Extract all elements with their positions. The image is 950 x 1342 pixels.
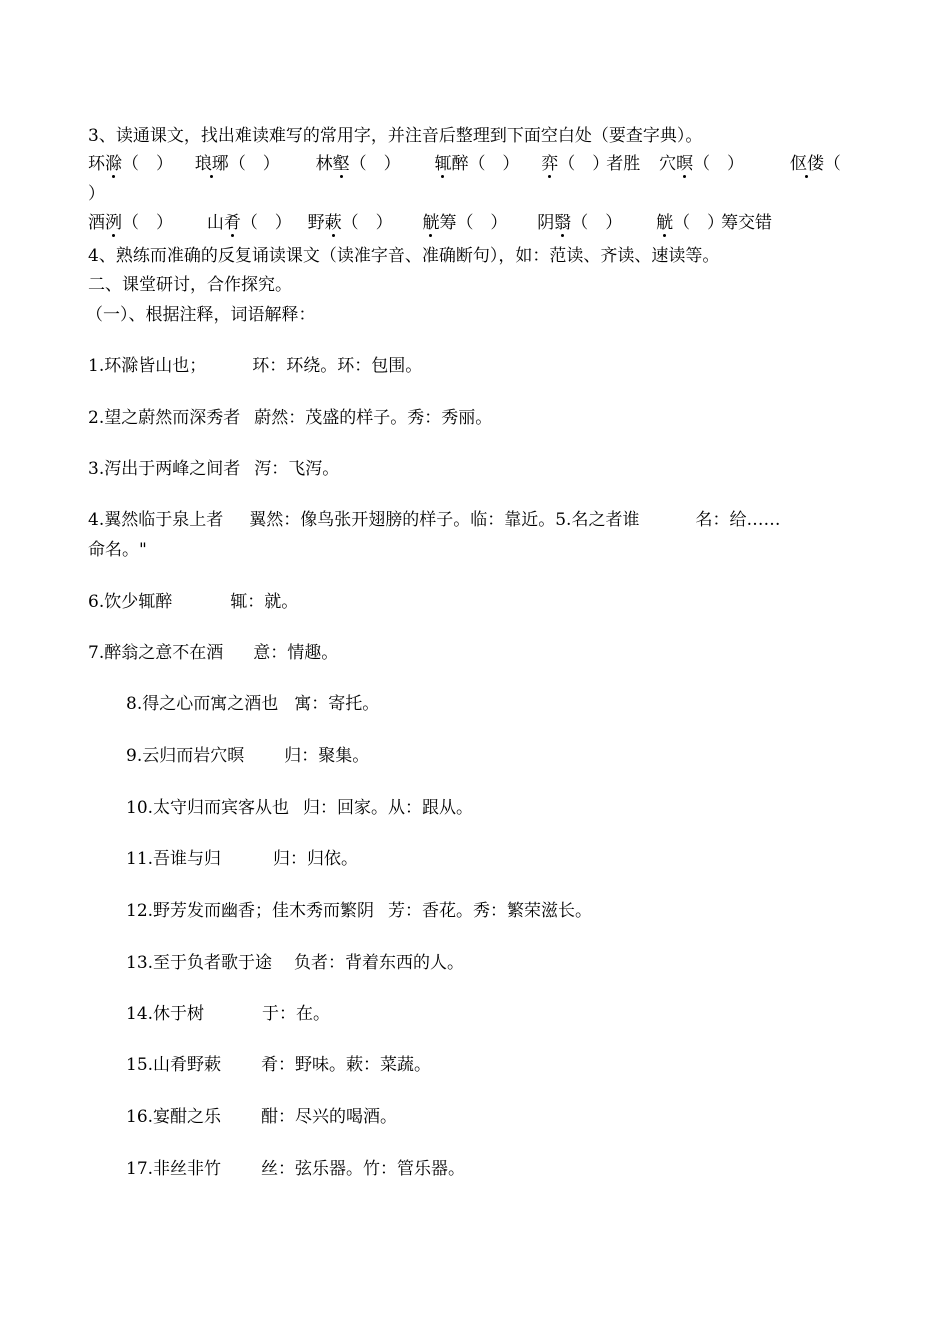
blank-paren[interactable]: （ ） <box>228 154 280 174</box>
blank-paren[interactable]: （ ） <box>468 154 520 174</box>
instruction-4: 4、熟练而准确的反复诵读课文（读准字音、准确断句），如：范读、齐读、速读等。 <box>88 246 720 266</box>
vocab-text: 12.野芳发而幽香；佳木秀而繁阴 <box>126 901 375 921</box>
word-gong: 觥 <box>656 213 674 233</box>
vocab-item-13 <box>126 951 464 975</box>
word-linhe: 林壑 <box>315 154 350 174</box>
vocab-text: 15.山肴野蔌 <box>126 1055 222 1075</box>
vocab-gloss: 泻：飞泻。 <box>254 459 340 479</box>
vocab-gloss: 意：情趣。 <box>253 643 339 663</box>
pronunciation-row-1 <box>88 152 841 176</box>
vocab-item-7 <box>88 641 338 665</box>
word-huanchu: 环滁 <box>88 154 122 174</box>
vocab-gloss: 辄：就。 <box>230 592 299 612</box>
vocab-item-17 <box>126 1157 465 1181</box>
vocab-gloss: 寓：寄托。 <box>294 694 380 714</box>
word-langya: 琅琊 <box>194 154 229 174</box>
word-yulou: 伛偻 <box>789 154 824 174</box>
subsection-heading: （一）、根据注释，词语解释： <box>86 305 316 325</box>
vocab-item-15 <box>126 1053 431 1077</box>
blank-paren[interactable]: （ ） <box>122 213 173 233</box>
vocab-text: 13.至于负者歌于途 <box>126 953 273 973</box>
vocab-text: 3.泻出于两峰之间者 <box>88 459 241 479</box>
vocab-gloss: 翼然：像鸟张开翅膀的样子。临：靠近。5.名之者谁 <box>249 510 640 530</box>
vocab-gloss: 负者：背着东西的人。 <box>294 953 465 973</box>
vocab-text: 6.饮少辄醉 <box>88 592 173 612</box>
blank-paren[interactable]: （ ） <box>240 213 292 233</box>
blank-paren[interactable]: （ ） <box>571 213 623 233</box>
vocab-item-2 <box>88 406 492 430</box>
vocab-item-9 <box>126 744 369 768</box>
instruction-3: 3、读通课文，找出难读难写的常用字，并注音后整理到下面空白处（要查字典）。 <box>88 126 703 146</box>
word-yinyi: 阴翳 <box>537 213 572 233</box>
blank-paren[interactable]: （ ） <box>122 154 173 174</box>
blank-paren[interactable]: （ ） <box>349 154 401 174</box>
vocab-item-11 <box>126 847 358 871</box>
word-tail: 者胜 <box>606 154 641 174</box>
word-xueming: 穴暝 <box>659 154 694 174</box>
open-paren-end: （ <box>823 154 841 174</box>
vocab-item-4-cont: 命名。" <box>88 540 147 560</box>
vocab-item-4 <box>88 508 780 532</box>
vocab-gloss: 芳：香花。秀：繁荣滋长。 <box>388 901 593 921</box>
vocab-text: 4.翼然临于泉上者 <box>88 510 224 530</box>
word-zhezui: 辄醉 <box>434 154 469 174</box>
vocab-text: 10.太守归而宾客从也 <box>126 798 290 818</box>
vocab-gloss: 归：归依。 <box>273 849 359 869</box>
vocab-gloss: 酣：尽兴的喝酒。 <box>261 1107 398 1127</box>
vocab-gloss: 名：给…… <box>695 510 781 530</box>
vocab-gloss: 于：在。 <box>262 1004 331 1024</box>
vocab-item-8 <box>126 692 379 716</box>
word-yi: 弈 <box>541 154 559 174</box>
vocab-gloss: 蔚然：茂盛的样子。秀：秀丽。 <box>254 408 493 428</box>
word-shanyao: 山肴 <box>206 213 241 233</box>
vocab-text: 8.得之心而寓之酒也 <box>126 694 279 714</box>
vocab-item-14 <box>126 1002 330 1026</box>
word-yesu: 野蔌 <box>307 213 342 233</box>
vocab-text: 1.环滁皆山也； <box>88 356 207 376</box>
vocab-item-3 <box>88 457 339 481</box>
vocab-item-12 <box>126 899 592 923</box>
vocab-item-10 <box>126 796 473 820</box>
word-gongchou: 觥筹 <box>422 213 457 233</box>
vocab-text: 16.宴酣之乐 <box>126 1107 222 1127</box>
vocab-text: 9.云归而岩穴暝 <box>126 746 245 766</box>
word-tail: 筹交错 <box>721 213 773 233</box>
pronunciation-row-1-wrap: ） <box>88 184 105 204</box>
vocab-item-6 <box>88 590 298 614</box>
vocab-gloss: 环：环绕。环：包围。 <box>252 356 423 376</box>
vocab-text: 17.非丝非竹 <box>126 1159 222 1179</box>
section-heading-2: 二、课堂研讨，合作探究。 <box>88 275 292 295</box>
vocab-text: 7.醉翁之意不在酒 <box>88 643 224 663</box>
blank-paren[interactable]: （ ） <box>456 213 508 233</box>
blank-paren[interactable]: （ ） <box>558 154 610 174</box>
vocab-text: 2.望之蔚然而深秀者 <box>88 408 241 428</box>
vocab-gloss: 丝：弦乐器。竹：管乐器。 <box>261 1159 466 1179</box>
blank-paren[interactable]: （ ） <box>341 213 393 233</box>
word-jiulie: 酒洌 <box>88 213 122 233</box>
vocab-item-1 <box>88 354 422 378</box>
blank-paren[interactable]: （ ） <box>693 154 745 174</box>
vocab-gloss: 归：聚集。 <box>284 746 370 766</box>
pronunciation-row-2 <box>88 211 772 235</box>
vocab-gloss: 肴：野味。蔌：菜蔬。 <box>261 1055 432 1075</box>
vocab-gloss: 归：回家。从：跟从。 <box>303 798 474 818</box>
vocab-item-16 <box>126 1105 397 1129</box>
vocab-text: 11.吾谁与归 <box>126 849 222 869</box>
vocab-text: 14.休于树 <box>126 1004 205 1024</box>
blank-paren[interactable]: （ ） <box>673 213 725 233</box>
